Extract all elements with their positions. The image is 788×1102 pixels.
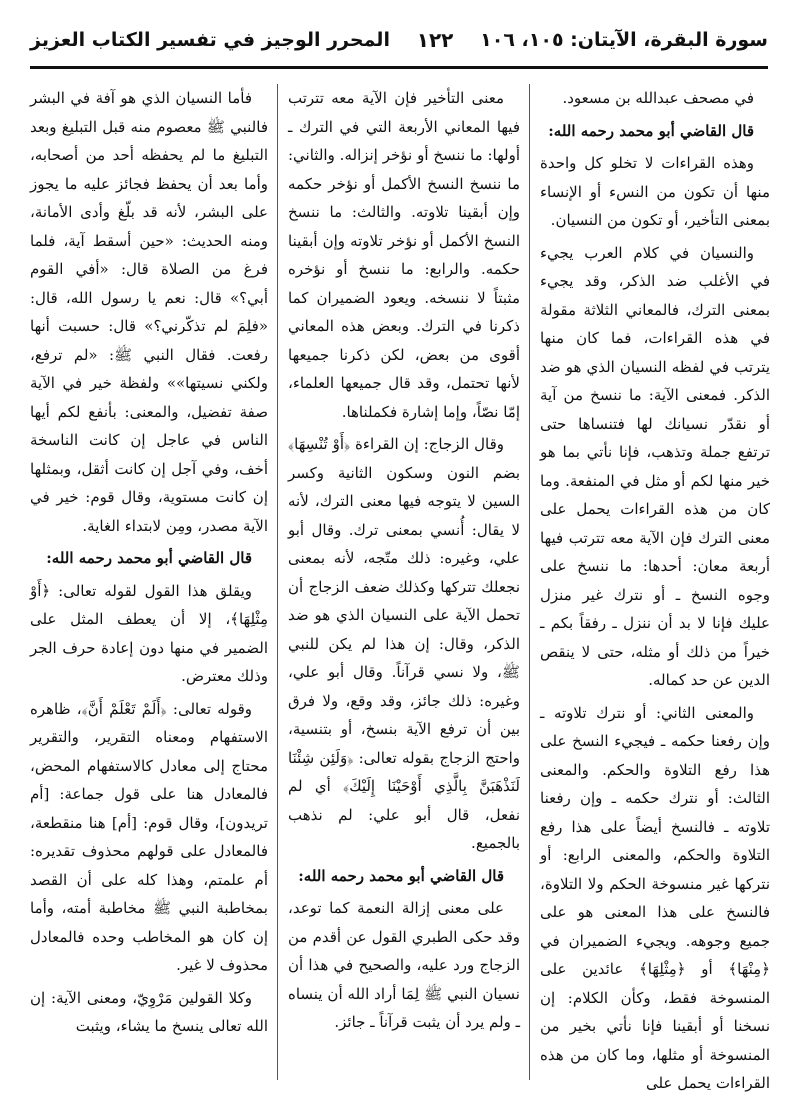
paragraph: فأما النسيان الذي هو آفة في البشر فالنبي ﷺ معصوم منه قبل التبليغ وبعد التبليغ ما لم يحفظه أحد من أصحابه، وأما بعد أن يحفظ فجائز عليه ما يجوز على البشر، لأنه قد بلّغ وأدى الأمانة، ومنه الحديث: «حين أسقط آية، فلما فرغ من الصلاة قال: «أفي القوم أبي؟» قال: نعم يا رسول الله، قال: «فلِمَ لم تذكّرني؟» قال: حسبت أنها رفعت. فقال النبي ﷺ: «لم ترفع، ولكني نسيتها»» ولفظة خير في الآية صفة تفضيل، والمعنى: بأنفع لكم أيها الناس في عاجل إن كانت الناسخة أخف، وفي آجل إن كانت أثقل، وبمثلها إن كانت مستوية، وقال قوم: خير في الآية مصدر، ومِن لابتداء الغاية. xyxy=(30,89,268,535)
book-title: المحرر الوجيز في تفسير الكتاب العزيز xyxy=(30,29,390,51)
paragraph: والمعنى الثاني: أو نترك تلاوته ـ وإن رفعنا حكمه ـ فيجيء النسخ على هذا رفع التلاوة والحكم. والمعنى الثالث: أو نترك حكمه ـ وإن رفعنا تلاوته ـ فالنسخ أيضاً على هذا رفع التلاوة والحكم، والمعنى الرابع: أو نتركها غير منسوخة الحكم ولا التلاوة، فالنسخ على هذا المعنى هو على جميع وجوهه. ويجيء الضميران في ﴿مِنْهَا﴾ أو ﴿مِثْلِهَا﴾ عائدين على المنسوخة فقط، وكأن الكلام: إن نسخنا أو أبقينا فإنا نأتي بخير من المنسوخة أو مثلها، وما كان من هذه القراءات يحمل على xyxy=(540,703,770,1092)
paragraph: والنسيان في كلام العرب يجيء في الأغلب ضد الذكر، وقد يجيء بمعنى الترك، فالمعاني الثلاثة مقولة في هذه القراءات، فما كان منها يترتب في لفظه النسيان الذي هو ضد الذكر. فمعنى الآية: ما ننسخ من آية أو نقدّر نسيانك لها فتنساها حتى ترتفع جملة وتذهب، فإنا نأتي بما هو خير منها لكم أو مثل في المنفعة. وما كان من هذه القراءات يحمل على معنى الترك فإن الآية معه تترتب فيها أربعة معان: أحدها: ما ننسخ على وجوه النسخ ـ أو نترك غير منزل عليك فإنا لا بد أن ننزل ـ رفقاً بكم ـ خيراً من ذلك أو مثله، حتى لا ينقص الدين عن حد كماله. xyxy=(540,243,770,689)
paragraph: وكلا القولين مَرْوِيّ، ومعنى الآية: إن الله تعالى ينسخ ما يشاء، ويثبت xyxy=(30,988,268,1035)
paragraph: وهذه القراءات لا تخلو كل واحدة منها أن تكون من النسء أو الإنساء بمعنى التأخير، أو تكون من النسيان. xyxy=(540,154,770,229)
text-column-right xyxy=(540,84,770,1092)
section-heading: قال القاضي أبو محمد رحمه الله: xyxy=(298,866,504,885)
column-divider xyxy=(529,84,530,1080)
section-heading: قال القاضي أبو محمد رحمه الله: xyxy=(46,549,252,567)
paragraph: على معنى إزالة النعمة كما توعد، وقد حكى الطبري القول عن أقدم من الزجاج ورد عليه، والصحيح في هذا أن نسيان النبي ﷺ لِمَا أراد الله أن ينساه ـ ولم يرد أن يثبت قرآناً ـ جائز. xyxy=(288,899,520,1031)
running-header xyxy=(30,20,768,60)
text-column-left xyxy=(30,84,268,1080)
paragraph: وقوله تعالى: ﴿أَلَمْ تَعْلَمْ أَنَّ﴾، ظاهره الاستفهام ومعناه التقرير، والتقرير محتاج إلى معادل كالاستفهام المحض، فالمعادل هنا على قول جماعة: [أم تريدون]، وقال قوم: [أم] هنا منقطعة، فالمعادل على قولهم محذوف تقديره: أم علمتم، وهذا كله على أن القصد بمخاطبة النبي ﷺ مخاطبة أمته، وأما إن كان هو المخاطب وحده فالمعادل محذوف لا غير. xyxy=(30,699,268,974)
paragraph: في مصحف عبدالله بن مسعود. xyxy=(562,89,754,107)
surah-verse-reference: سورة البقرة، الآيتان: ١٠٥، ١٠٦ xyxy=(480,29,768,51)
paragraph: ويقلق هذا القول لقوله تعالى: ﴿أَوْ مِثْلِهَا﴾، إلا أن يعطف المثل على الضمير في منها دون إعادة حرف الجر وذلك معترض. xyxy=(30,581,268,685)
section-heading: قال القاضي أبو محمد رحمه الله: xyxy=(548,121,754,140)
paragraph: معنى التأخير فإن الآية معه تترتب فيها المعاني الأربعة التي في الترك ـ أولها: ما ننسخ أو نؤخر إنزاله. والثاني: ما ننسخ النسخ الأكمل أو نؤخر حكمه وإن أبقينا تلاوته. والثالث: ما ننسخ النسخ الأكمل أو نؤخر تلاوته وإن أبقينا حكمه. والرابع: ما ننسخ أو نؤخره مثبتاً لا ننسخه. ويعود الضميران كما ذكرنا في الترك. وبعض هذه المعاني أقوى من بعض، لكن ذكرنا جميعها لأنها تحتمل، وقد قال جميعها العلماء، إمّا نصّاً، وإما إشارة فكملناها. xyxy=(288,89,520,421)
paragraph: وقال الزجاج: إن القراءة ﴿أَوْ تُنْسِهَا﴾ بضم النون وسكون الثانية وكسر السين لا يتوجه فيها معنى الترك، لأنه لا يقال: أُنسي بمعنى ترك. وقال أبو علي، وغيره: ذلك متّجه، لأنه بمعنى نجعلك تتركها وكذلك ضعف الزجاج أن تحمل الآية على النسيان الذي هو ضد الذكر، وقال: إن هذا لم يكن للنبي ﷺ، ولا نسي قرآناً. وقال أبو علي، وغيره: ذلك جائز، وقد وقع، ولا فرق بين أن ترفع الآية بنسخ، أو بتنسية، واحتج الزجاج بقوله تعالى: ﴿وَلَئِن شِئْنَا لَنَذْهَبَنَّ بِالَّذِي أَوْحَيْنَا إِلَيْكَ﴾ أي لم نفعل، قال أبو علي: لم نذهب بالجميع. xyxy=(288,435,520,852)
header-rule xyxy=(30,66,768,69)
page-number: ١٢٢ xyxy=(416,28,454,52)
text-column-middle xyxy=(288,84,520,1080)
column-divider xyxy=(277,84,278,1080)
